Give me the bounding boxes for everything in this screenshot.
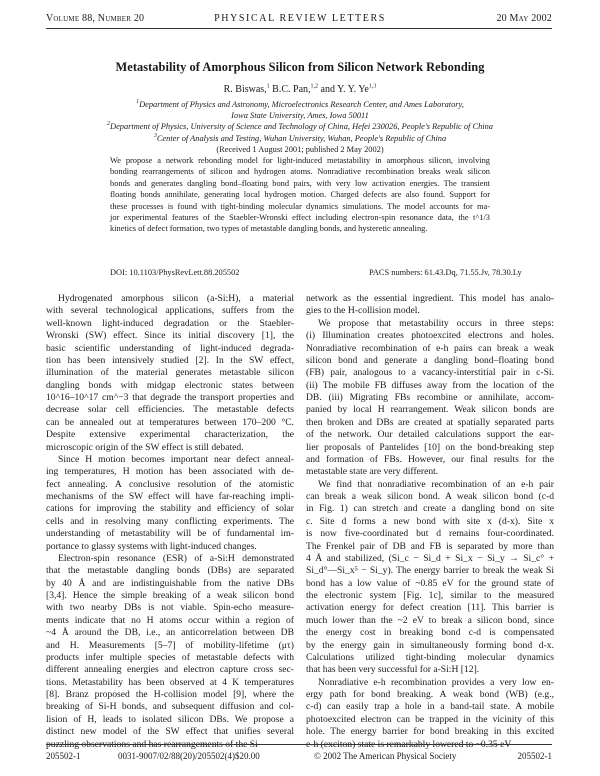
article-title: Metastability of Amorphous Silicon from Silicon Network Rebonding [115, 60, 485, 74]
body-text-line: in Fig. 1) can stretch and create a dangling bond on site [306, 503, 554, 515]
page-number-left: 205502-1 [46, 751, 81, 761]
body-text-line: different annealing energies and electron capture cross sec- [46, 664, 294, 676]
body-text-line: puzzling observations and has rearrangements of the Si [46, 738, 258, 750]
body-text-line: ing temperatures, H motion has been associated with de- [46, 466, 294, 478]
body-text-line: portance to glassy systems with light-induced changes. [46, 540, 257, 552]
affiliation-line: $^1$Department of Physics and Astronomy, Microelectronics Research Center, and Ames Laboratory, [136, 99, 464, 109]
affiliation-line: $^3$Center of Analysis and Testing, Wuhan University, Wuhan, People's Republic of China [153, 132, 447, 143]
body-text-line: Nonradiative e-h recombination provides a very low en- [318, 676, 554, 688]
author-name: R. Biswas, [223, 84, 267, 95]
body-text-line: 10^16–10^17 cm^−3 that degrade the transport properties and [46, 392, 294, 403]
copyright: © 2002 The American Physical Society [314, 751, 457, 761]
body-text-line: cations for improving the stability and efficiency of solar [46, 503, 294, 515]
body-text-line: Since H motion becomes important near defect anneal- [58, 453, 294, 465]
body-text-line: ~4 Å around the DB, i.e., an anticorrelation between DB [46, 627, 294, 639]
body-text-line: mechanisms of the SW effect will have far-reaching impli- [46, 491, 294, 502]
journal-name: PHYSICAL REVIEW LETTERS [214, 13, 386, 24]
body-text-line: c. Site d forms a new bond with site x (d-x). Site x [306, 515, 554, 527]
body-text-line: lision of H, leads to isolated silicon DBs. We propose a [46, 713, 294, 725]
body-text-line: Nonradiative recombination of e-h pairs can break a weak [306, 342, 554, 354]
header-rule [46, 28, 552, 29]
body-text-line: breaking of Si-H bonds, and subsequent diffusion and col- [46, 701, 294, 713]
body-text-line: decrease solar cell efficiencies. The metastable defects [46, 404, 294, 416]
volume-number: Volume 88, Number 20 [46, 13, 145, 24]
affiliations [60, 99, 540, 155]
abstract [110, 155, 490, 235]
abstract-line: bonding rearrangements of silicon and hydrogen atoms. Nonradiative recombination breaks weak silicon [110, 167, 490, 177]
body-text-line: that the metastable dangling bonds (DBs) are separated [46, 565, 294, 577]
body-text-line: distinct new model of the SW effect that unifies several [46, 726, 294, 738]
body-text-line: illumination of the material generates metastable silicon [46, 367, 294, 379]
issue-date: 20 May 2002 [496, 13, 552, 24]
body-text-line: DB. (iii) Migrating FBs recombine or annihilate, accom- [306, 392, 554, 403]
author-name: B.C. Pan, [272, 84, 311, 95]
body-text-line: by 40 Å and are indistinguishable from the native DBs [46, 577, 294, 589]
body-text-line: ergy path for bond breaking. A weak bond (WB) (e.g., [306, 689, 554, 700]
body-column-right [306, 293, 554, 751]
body-text-line: understanding of metastability will be of fundamental im- [46, 528, 294, 540]
body-text-line: the electronic system [Fig. 1c], similar to the measured [306, 590, 554, 601]
body-text-line: metastable state are very different. [306, 466, 439, 478]
body-text-line: with two nearby DBs is not viable. Spin-echo measure- [46, 602, 294, 614]
body-text-line: is now five-coordinated but d remains four-coordinated. [306, 528, 554, 540]
body-text-line: Wronski (SW) effect. Since its initial discovery [1], the [46, 330, 294, 342]
body-text-line: then broken and DBs are created at spatially separated parts [306, 416, 554, 428]
body-text-line: and H. Measurements [5–7] of mobility-lifetime (μτ) [46, 639, 294, 651]
author-list [0, 84, 600, 95]
abstract-line: kinetics of defect formation, two types of metastable dangling bonds, and hysteretic annealing. [110, 224, 428, 234]
body-text-line: much lower than the ~2 eV to break a silicon bond, since [306, 614, 554, 626]
body-text-line: fect annealing. A conclusive resolution of the atomistic [46, 478, 294, 490]
body-text-line: that has been very successful for a-Si:H [12]. [306, 664, 480, 676]
body-text-line: activation energy for defect creation [11]. This barrier is [306, 602, 554, 614]
body-text-line: tion has been intensively studied [2]. In the SW effect, [46, 354, 294, 366]
body-text-line: photoexcited electron can be trapped in the vicinity of this [306, 713, 554, 725]
body-text-line: network as the essential ingredient. This model has analo- [306, 293, 554, 304]
author-affiliation-mark: 1 [266, 83, 270, 90]
abstract-line: these processes is found with tight-binding molecular dynamics simulations. The model accounts for ma- [110, 201, 490, 211]
affiliation-line: $^2$Department of Physics, University of Science and Technology of China, Hefei 230026, People's Republic of China [107, 121, 493, 132]
body-text-line: products infer multiple species of metastable defects with [46, 651, 294, 663]
body-text-line: panied by local H rearrangement. Weak silicon bonds are [306, 404, 554, 416]
footer-rule [46, 744, 552, 745]
body-text-line: microscopic origin of the SW effect is still debated. [46, 441, 244, 453]
abstract-line: bonds and generates dangling bond–floating bond pairs, with very low activation energies. The transient [110, 178, 490, 188]
body-text-line: can be annealed out at temperatures between 170–200 °C. [46, 416, 294, 428]
body-text-line: (ii) The mobile FB diffuses away from the location of the [306, 379, 554, 391]
author-affiliation-mark: 1,3 [368, 83, 377, 90]
body-text-line: Si_d°—Si_x⁵ − Si_y). The energy barrier to break the weak Si [306, 565, 554, 577]
abstract-line: jor experimental features of the Staebler-Wronski effect including electron-spin resonance data, the t^1/3 [110, 213, 490, 223]
body-text-line: c-d) can easily trap a hole in a band-tail state. A mobile [306, 701, 554, 713]
body-text-line: We find that nonradiative recombination of an e-h pair [318, 478, 554, 490]
pacs-numbers: PACS numbers: 61.43.Dq, 71.55.Jv, 78.30.Ly [369, 268, 522, 277]
affiliation-line: Iowa State University, Ames, Iowa 50011 [231, 111, 369, 121]
author-name: and Y. Y. Ye [320, 84, 369, 95]
body-text-line: ments indicate that no H atoms occur within a region of [46, 614, 294, 626]
body-column-left [46, 293, 294, 751]
body-text-line: basic scientific understanding of light-induced degrada- [46, 342, 294, 354]
body-text-line: We propose that metastability occurs in three steps: [318, 317, 554, 329]
body-text-line: by the energy gain in simultaneously forming bond d-x. [306, 639, 554, 651]
body-text-line: cells and in resolving many conflicting experiments. The [46, 515, 294, 527]
page-number-right: 205502-1 [517, 751, 552, 761]
body-text-line: of the network. Our detailed calculations support the ear- [306, 429, 554, 441]
body-text-line: [3,4]. Hence the simple breaking of a weak silicon bond [46, 590, 294, 601]
article-code: 0031-9007/02/88(20)/205502(4)$20.00 [118, 751, 260, 761]
body-text-line: tions. Metastability has been observed at 4 K temperatures [46, 676, 294, 688]
body-text-line: hole. The energy barrier for bond breaking in this excited [306, 726, 554, 738]
abstract-line: floating bonds annihilate, generating local hydrogen motion. Charged defects are also found. Support for [110, 190, 490, 200]
body-text-line: bond has a low value of ~0.85 eV for the ground state of [306, 577, 554, 589]
body-text-line: the energy cost in breaking bond c-d is compensated [306, 627, 554, 639]
body-text-line: 4 Å and stabilized, (Si_c − Si_d + Si_x − Si_y → Si_c° + [306, 552, 554, 564]
body-text-line: The Frenkel pair of DB and FB is separated by more than [306, 540, 554, 552]
body-text-line: dangling bonds with midgap electronic states between [46, 379, 294, 391]
body-text-line: silicon bond and generate a dangling bond–floating bond [306, 354, 554, 366]
abstract-line: We propose a network rebonding model for light-induced metastability in amorphous silicon, involving [110, 156, 490, 165]
body-text-line: Calculations utilized tight-binding molecular dynamics [306, 651, 554, 663]
body-text-line: (i) Illumination creates photoexcited electrons and holes. [306, 330, 554, 342]
body-text-line: gies to the H-collision model. [306, 305, 420, 317]
body-text-line: (FB) pair, analogous to a vacancy-interstitial pair in c-Si. [306, 367, 554, 379]
body-text-line: Electron-spin resonance (ESR) of a-Si:H demonstrated [58, 552, 294, 564]
body-text-line: and formation of FBs. However, our final results for the [306, 453, 554, 465]
body-text-line: Despite extensive experimental characterization, the [46, 429, 294, 441]
body-text-line: [8]. Branz proposed the H-collision model [9], where the [46, 689, 294, 700]
body-text-line: with several technological applications, suffers from the [46, 305, 294, 317]
author-affiliation-mark: 1,2 [310, 83, 319, 90]
received-dates: (Received 1 August 2001; published 2 May 2002) [216, 144, 384, 154]
body-text-line: well-known light-induced degradation or the Staebler- [46, 317, 294, 329]
body-text-line: e-h (exciton) state is remarkably lowered to ~0.35 eV [306, 738, 512, 750]
body-text-line: lier proposals of Pantelides [10] on the bond-breaking step [306, 441, 554, 453]
body-text-line: can break a weak silicon bond. A weak silicon bond (c-d [306, 491, 554, 502]
body-text-line: Hydrogenated amorphous silicon (a-Si:H), a material [58, 293, 294, 304]
doi: DOI: 10.1103/PhysRevLett.88.205502 [110, 268, 240, 277]
